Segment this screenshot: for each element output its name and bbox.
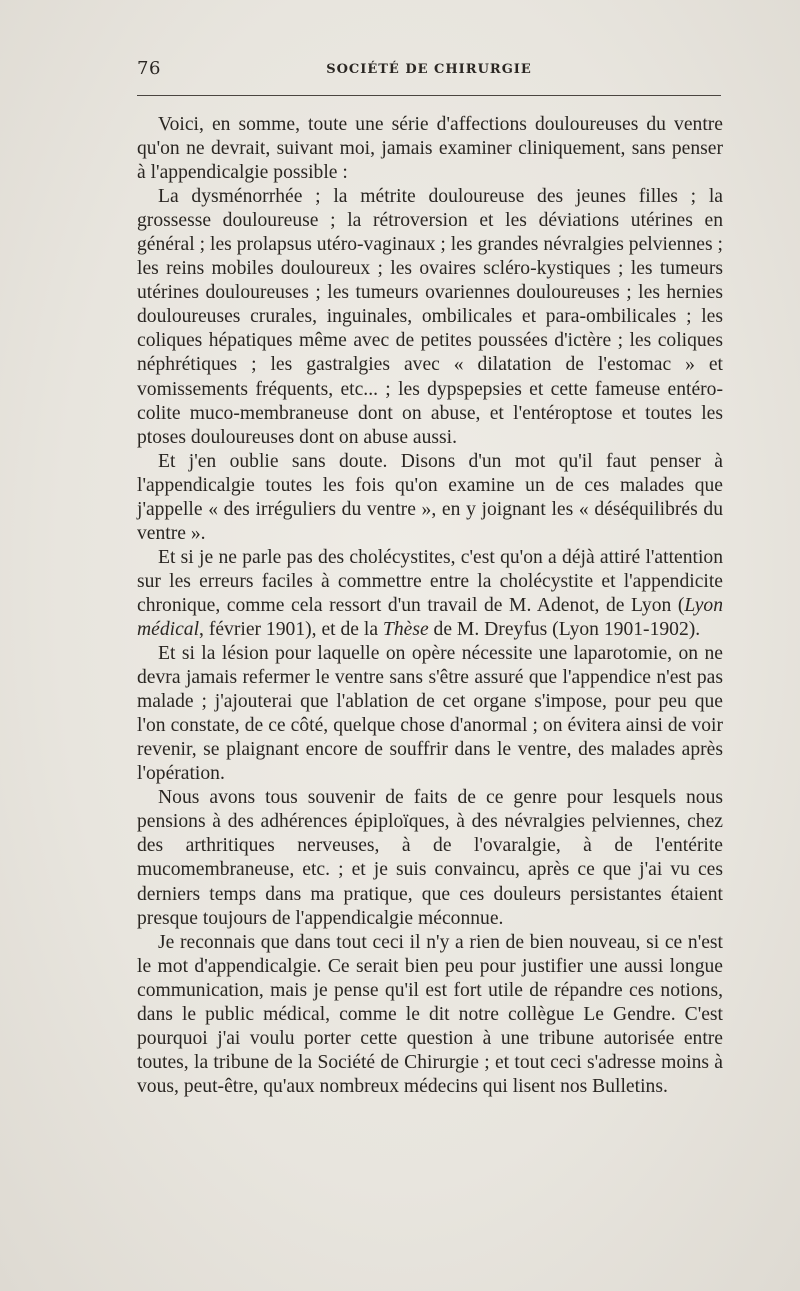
page-header [137, 56, 721, 84]
paragraph-3: Et j'en oublie sans doute. Disons d'un mot qu'il faut penser à l'appendicalgie toutes les fois qu'on examine un de ces malades que j'appelle « des irréguliers du ventre », en y joignant les « déséquilibrés du ventre ». [137, 450, 723, 544]
running-title: SOCIÉTÉ DE CHIRURGIE [326, 62, 532, 77]
paragraph-2: La dysménorrhée ; la métrite douloureuse des jeunes filles ; la grossesse douloureuse ; la rétroversion et les déviations utérines en général ; les prolapsus utéro-vaginaux ; les grandes névralgies pelviennes ; les reins mobiles douloureux ; les ovaires scléro-kystiques ; les tumeurs utérines douloureuses ; les tumeurs ovariennes douloureuses ; les hernies douloureuses crurales, inguinales, ombilicales et para-ombilicales ; les coliques hépatiques même avec de petites poussées d'ictère ; les coliques néphrétiques ; les gastralgies avec « dilatation de l'estomac » et vomissements fréquents, etc... ; les dypspepsies et cette fameuse entéro-colite muco-membraneuse dont on abuse, et l'entéroptose et toutes les ptoses douloureuses dont on abuse aussi. [137, 186, 723, 448]
header-rule [137, 95, 721, 96]
body-text [137, 113, 723, 1099]
paragraph-4-part-a: Et si je ne parle pas des cholécystites, c'est qu'on a déjà attiré l'attention sur les erreurs faciles à commettre entre la cholécystite et l'appendicite chronique, comme cela ressort d'un travail de M. Adenot, de Lyon ( [137, 546, 723, 616]
paragraph-4-part-c: de M. Dreyfus (Lyon 1901-1902). [428, 618, 701, 640]
paragraph-7: Je reconnais que dans tout ceci il n'y a rien de bien nouveau, si ce n'est le mot d'appendicalgie. Ce serait bien peu pour justifier une aussi longue communication, mais je pense qu'il est fort utile de répandre ces notions, dans le public médical, comme le dit notre collègue Le Gendre. C'est pourquoi j'ai voulu porter cette question à une tribune autorisée entre toutes, la tribune de la Société de Chirurgie ; et tout ceci s'adresse moins à vous, peut-être, qu'aux nombreux médecins qui lisent nos Bulletins. [137, 931, 723, 1097]
paragraph-4 [137, 546, 723, 642]
these-word: Thèse [382, 618, 429, 640]
journal-title: Lyon médical [137, 594, 723, 640]
paragraph-4-part-b: , février 1901), et de la [199, 618, 383, 640]
page-number: 76 [137, 58, 161, 79]
paragraph-5: Et si la lésion pour laquelle on opère nécessite une laparotomie, on ne devra jamais refermer le ventre sans s'être assuré que l'appendice n'est pas malade ; j'ajouterai que l'ablation de cet organe s'impose, pour peu que l'on constate, de ce côté, quelque chose d'anormal ; on évitera ainsi de voir revenir, se plaignant encore de souffrir dans le ventre, des malades après l'opération. [137, 643, 723, 785]
paragraph-6: Nous avons tous souvenir de faits de ce genre pour lesquels nous pensions à des adhérences épiploïques, à des névralgies pelviennes, chez des arthritiques nerveuses, à de l'ovaralgie, à de l'entérite mucomembraneuse, etc. ; et je suis convaincu, après ce que j'ai vu ces derniers temps dans ma pratique, que ces douleurs persistantes étaient presque toujours de l'appendicalgie méconnue. [137, 787, 723, 929]
paragraph-1: Voici, en somme, toute une série d'affections douloureuses du ventre qu'on ne devrait, suivant moi, jamais examiner cliniquement, sans penser à l'appendicalgie possible : [137, 114, 723, 184]
